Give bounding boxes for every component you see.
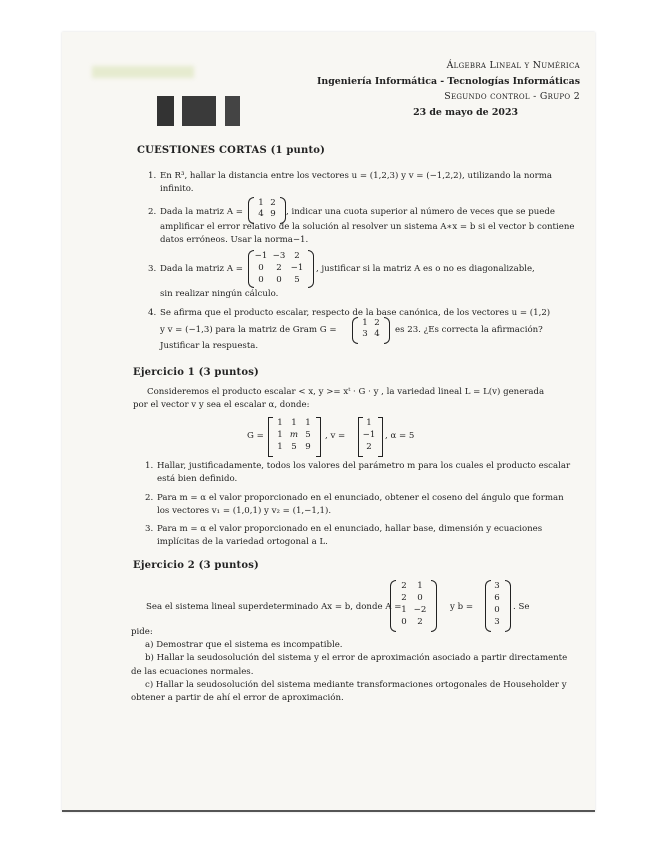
exercise-1-intro <box>133 386 545 412</box>
question-number: 4. <box>148 308 157 318</box>
question-text: es 23. ¿Es correcta la afirmación? <box>395 325 543 335</box>
task-text: pide: <box>131 627 153 637</box>
matrix-cell: 5 <box>294 275 300 285</box>
exam-date: 23 de mayo de 2023 <box>413 106 518 118</box>
vector-cell: 3 <box>494 581 500 591</box>
vector-bracket-right <box>378 417 383 457</box>
question-text: Dada la matriz A = <box>160 207 243 217</box>
question-text: , justificar si la matriz A es o no es diagonalizable, <box>316 264 535 274</box>
matrix-bracket-left <box>390 580 396 632</box>
matrix-cell: 0 <box>401 617 407 627</box>
matrix-cell: −1 <box>254 251 268 261</box>
matrix-bracket-right <box>384 317 390 344</box>
question-text: Se afirma que el producto escalar, respecto de la base canónica, de los vectores u = (1,2) <box>160 308 551 318</box>
matrix-cell: 1 <box>305 418 311 428</box>
matrix-cell: 3 <box>362 329 368 339</box>
intro-line: por el vector v y sea el escalar α, donde: <box>133 400 310 411</box>
matrix-cell: 2 <box>401 593 407 603</box>
task-c-cont: obtener a partir de ahí el error de aproximación. <box>131 693 344 704</box>
item-text: Para m = α el valor proporcionado en el enunciado, obtener el coseno del ángulo que forman <box>157 493 564 503</box>
matrix-cell: 9 <box>305 442 311 452</box>
question-text: Justificar la respuesta. <box>160 341 259 351</box>
matrix-cell: 2 <box>294 251 300 261</box>
vector-cell: 6 <box>494 593 500 603</box>
degree-title: Ingeniería Informática - Tecnologías Informáticas <box>317 75 580 87</box>
item-number: 2. <box>145 493 154 503</box>
intro-line: Consideremos el producto escalar < x, y >= xᵗ · G · y , la variedad lineal L = L(v) generada <box>147 387 545 397</box>
page-edge-line <box>62 810 595 812</box>
task-a: a) Demostrar que el sistema es incompatible. <box>145 640 343 651</box>
university-logo-block-3 <box>225 96 240 126</box>
matrix-cell: 2 <box>374 318 380 328</box>
university-logo-block-2 <box>182 96 216 126</box>
matrix-cell: 0 <box>276 275 282 285</box>
matrix-cell: 0 <box>258 275 264 285</box>
short-questions-title: CUESTIONES CORTAS (1 punto) <box>137 145 326 156</box>
matrix-cell: −2 <box>413 605 427 615</box>
question-text: datos erróneos. Usar la norma−1. <box>160 235 309 245</box>
exercise-2-title: Ejercicio 2 (3 puntos) <box>133 560 259 571</box>
question-text: infinito. <box>160 184 194 195</box>
task-b: b) Hallar la seudosolución del sistema y el error de aproximación asociado a partir directamente <box>145 653 568 664</box>
se-text: . Se <box>513 602 530 612</box>
matrix-cell: 2 <box>276 263 282 273</box>
redacted-area <box>92 66 194 78</box>
vector-cell: 2 <box>366 442 372 452</box>
matrix-cell: 2 <box>270 198 276 208</box>
question-number: 1. <box>148 171 157 181</box>
matrix-cell: 1 <box>277 418 283 428</box>
matrix-cell: 4 <box>258 209 264 219</box>
matrix-cell: m <box>289 430 299 440</box>
exercise-1-title: Ejercicio 1 (3 puntos) <box>133 367 259 378</box>
and-b-label: y b = <box>450 602 474 612</box>
matrix-cell: 2 <box>417 617 423 627</box>
item-number: 1. <box>145 461 154 471</box>
item-text: los vectores v₁ = (1,0,1) y v₂ = (1,−1,1). <box>157 506 332 517</box>
item-number: 3. <box>145 524 154 534</box>
matrix-cell: 9 <box>270 209 276 219</box>
G-label: G = <box>247 431 264 441</box>
item-text: implícitas de la variedad ortogonal a L. <box>157 537 328 548</box>
question-number: 2. <box>148 207 157 217</box>
matrix-cell: 0 <box>258 263 264 273</box>
matrix-cell: 1 <box>277 430 283 440</box>
matrix-cell: 1 <box>277 442 283 452</box>
item-text: Hallar, justificadamente, todos los valores del parámetro m para los cuales el producto escalar <box>157 461 571 471</box>
matrix-bracket-right <box>308 250 314 288</box>
vector-bracket-right <box>505 580 511 632</box>
exam-title: Segundo control - Grupo 2 <box>444 91 580 102</box>
task-c: c) Hallar la seudosolución del sistema mediante transformaciones ortogonales de Householder y <box>145 679 567 690</box>
university-logo-block-1 <box>157 96 174 126</box>
matrix-cell: 1 <box>258 198 264 208</box>
matrix-cell: −1 <box>290 263 304 273</box>
matrix-bracket-right <box>431 580 437 632</box>
vector-cell: 0 <box>494 605 500 615</box>
question-text: sin realizar ningún cálculo. <box>160 289 279 299</box>
course-title: Álgebra Lineal y Numérica <box>446 60 580 71</box>
matrix-cell: 0 <box>417 593 423 603</box>
matrix-cell: 1 <box>417 581 423 591</box>
matrix-cell: 1 <box>401 605 407 615</box>
vector-cell: 3 <box>494 617 500 627</box>
vector-cell: 1 <box>366 418 372 428</box>
exercise-2-tasks <box>131 626 568 705</box>
question-text: En R³, hallar la distancia entre los vectores u = (1,2,3) y v = (−1,2,2), utilizando la norma <box>160 171 552 181</box>
question-text: , indicar una cuota superior al número de veces que se puede <box>286 207 555 217</box>
question-number: 3. <box>148 264 157 274</box>
matrix-cell: 1 <box>291 418 297 428</box>
matrix-cell: 4 <box>374 329 380 339</box>
matrix-bracket-right <box>316 417 321 457</box>
question-text: amplificar el error relativo de la solución al resolver un sistema A∗x = b si el vector b contiene <box>160 222 575 232</box>
item-text: Para m = α el valor proporcionado en el enunciado, hallar base, dimensión y ecuaciones <box>157 524 543 534</box>
alpha-value: , α = 5 <box>385 431 415 441</box>
matrix-cell: 1 <box>362 318 368 328</box>
question-text: y v = (−1,3) para la matriz de Gram G = <box>160 325 337 335</box>
exam-header <box>250 58 580 120</box>
exercise-2-intro: Sea el sistema lineal superdeterminado Ax = b, donde A = <box>146 602 402 612</box>
matrix-cell: 5 <box>291 442 297 452</box>
item-text: está bien definido. <box>157 474 238 485</box>
matrix-cell: −3 <box>272 251 286 261</box>
v-label: , v = <box>325 431 346 441</box>
matrix-cell: 5 <box>305 430 311 440</box>
vector-cell: −1 <box>362 430 376 440</box>
task-b-cont: de las ecuaciones normales. <box>131 666 254 677</box>
matrix-cell: 2 <box>401 581 407 591</box>
question-text: Dada la matriz A = <box>160 264 243 274</box>
